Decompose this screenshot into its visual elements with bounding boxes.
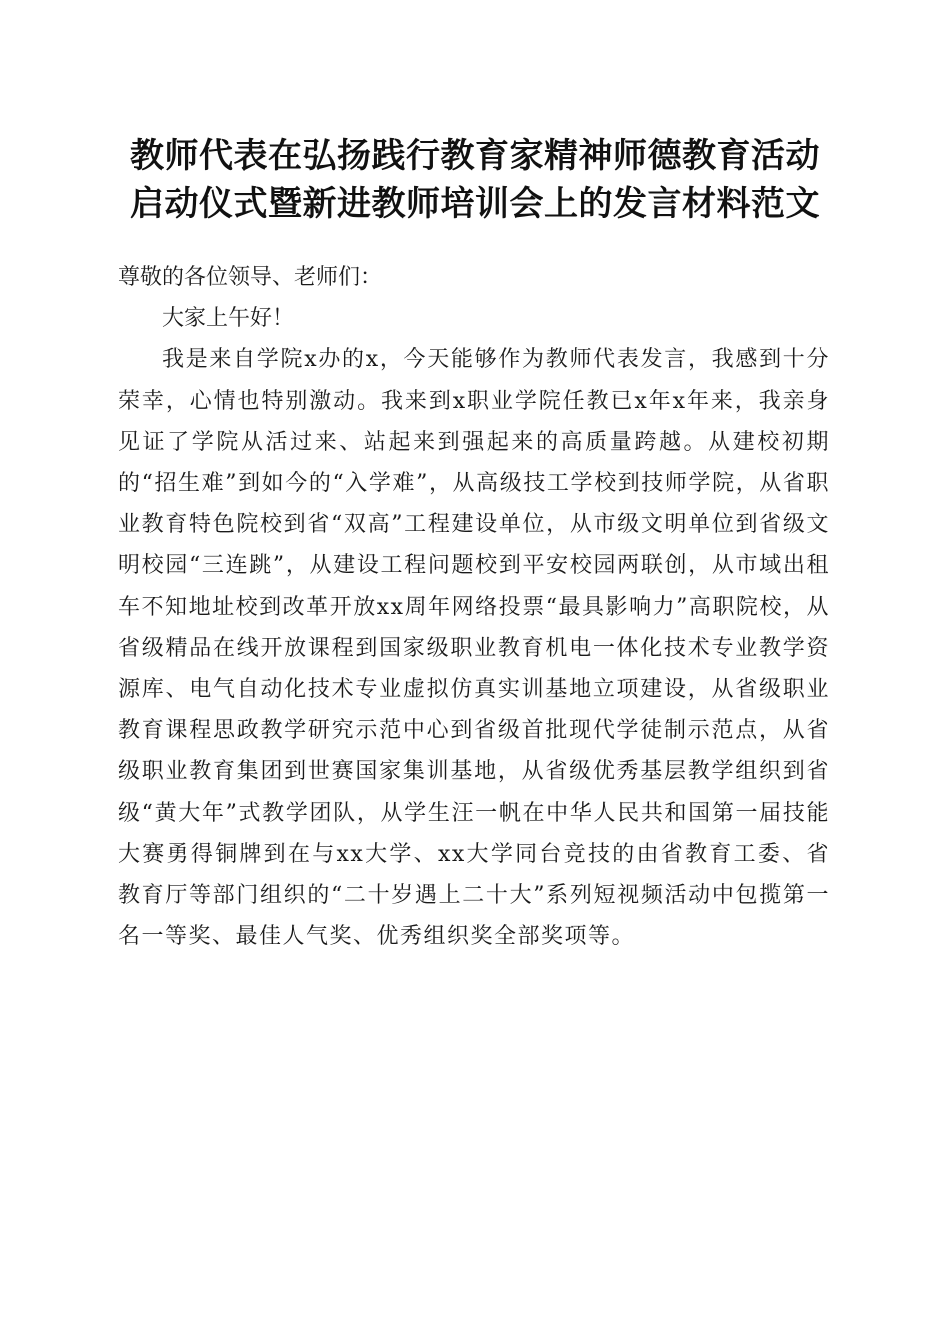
title-line-2: 启动仪式暨新进教师培训会上的发言材料范文 bbox=[130, 184, 820, 224]
greeting: 大家上午好！ bbox=[162, 306, 295, 332]
paragraph-1: 我是来自学院x办的x，今天能够作为教师代表发言，我感到十分荣幸，心情也特别激动。我来到x职业学院任教已x年x年来，我亲身见证了学院从活过来、站起来到强起来的高质量跨越。从建校初期的“招生难”到如今的“入学难”，从高级技工学校到技师学院，从省职业教育特色院校到省“双高”工程建设单位，从市级文明单位到省级文明校园“三连跳”，从建设工程问题校到平安校园两联创，从市域出租车不知地址校到改革开放xx周年网络投票“最具影响力”高职院校，从省级精品在线开放课程到国家级职业教育机电一体化技术专业教学资源库、电气自动化技术专业虚拟仿真实训基地立项建设，从省级职业教育课程思政教学研究示范中心到省级首批现代学徒制示范点，从省级职业教育集团到世赛国家集训基地，从省级优秀基层教学组织到省级“黄大年”式教学团队，从学生汪一帆在中华人民共和国第一届技能大赛勇得铜牌到在与xx大学、xx大学同台竞技的由省教育工委、省教育厅等部门组织的“二十岁遇上二十大”系列短视频活动中包揽第一名一等奖、最佳人气奖、优秀组织奖全部奖项等。 bbox=[118, 347, 830, 950]
document-title bbox=[100, 132, 850, 228]
title-line-1: 教师代表在弘扬践行教育家精神师德教育活动 bbox=[130, 136, 820, 176]
salutation: 尊敬的各位领导、老师们： bbox=[118, 265, 383, 290]
document-body bbox=[118, 257, 830, 957]
